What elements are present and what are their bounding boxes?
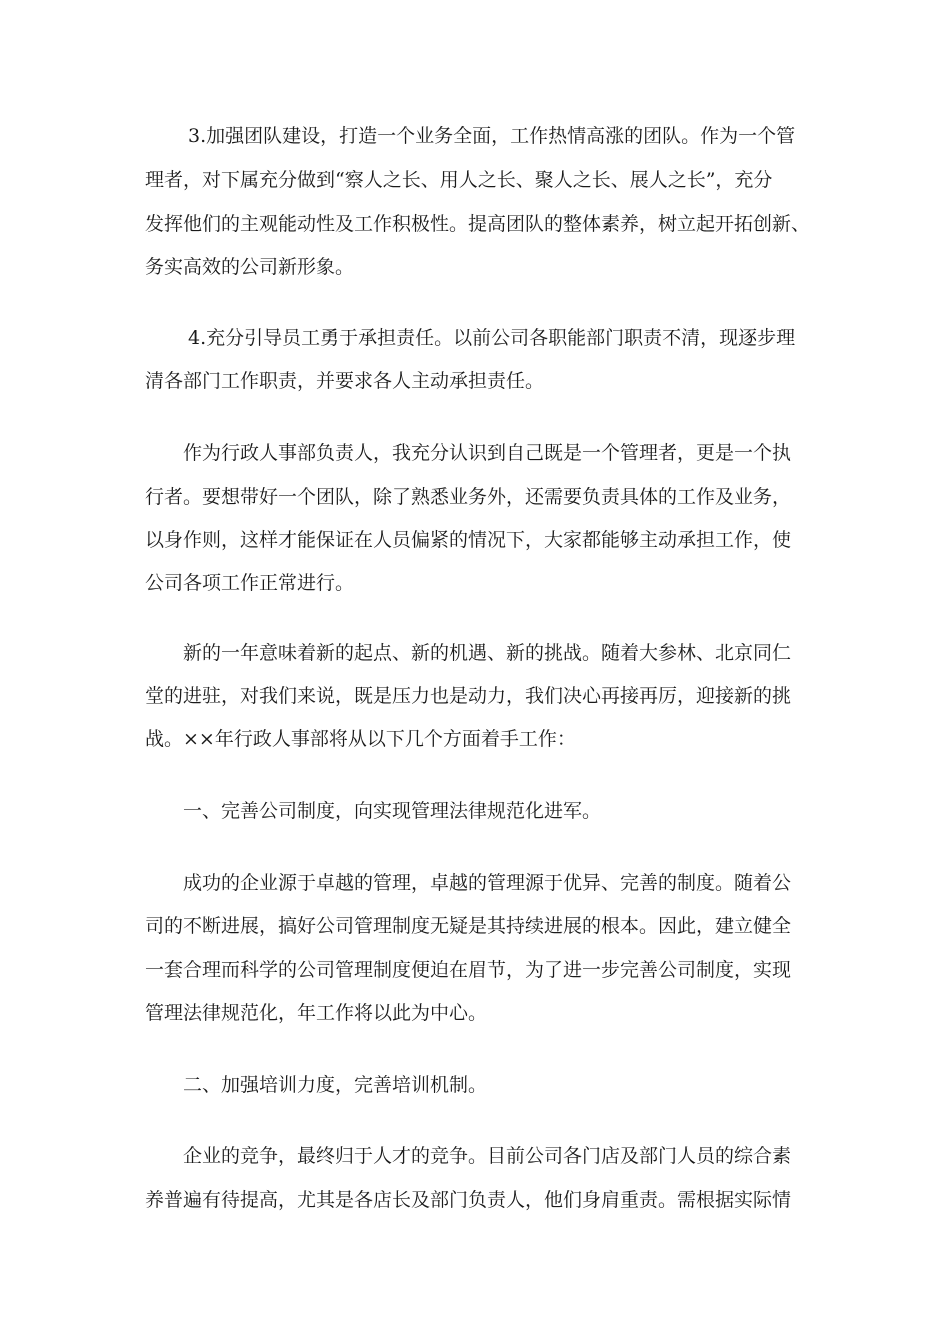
text-line: 发挥他们的主观能动性及工作积极性。提高团队的整体素养，树立起开拓创新、: [145, 213, 811, 235]
text-line: 理者，对下属充分做到“察人之长、用人之长、聚人之长、展人之长”，充分: [145, 169, 773, 191]
text-line: 新的一年意味着新的起点、新的机遇、新的挑战。随着大参林、北京同仁: [183, 642, 792, 664]
text-line: 行者。要想带好一个团队，除了熟悉业务外，还需要负责具体的工作及业务，: [145, 486, 792, 508]
text-line: 战。××年行政人事部将从以下几个方面着手工作：: [145, 728, 576, 750]
text-line: 4.充分引导员工勇于承担责任。以前公司各职能部门职责不清，现逐步理: [188, 327, 796, 349]
text-line: 司的不断进展，搞好公司管理制度无疑是其持续进展的根本。因此，建立健全: [145, 915, 792, 937]
text-line: 以身作则，这样才能保证在人员偏紧的情况下，大家都能够主动承担工作，使: [145, 529, 792, 551]
text-line: 管理法律规范化，年工作将以此为中心。: [145, 1002, 488, 1024]
text-line: 一、完善公司制度，向实现管理法律规范化进军。: [183, 800, 602, 822]
text-line: 二、加强培训力度，完善培训机制。: [183, 1074, 488, 1096]
text-line: 清各部门工作职责，并要求各人主动承担责任。: [145, 370, 545, 392]
text-line: 企业的竞争，最终归于人才的竞争。目前公司各门店及部门人员的综合素: [183, 1145, 792, 1167]
text-line: 养普遍有待提高，尤其是各店长及部门负责人，他们身肩重责。需根据实际情: [145, 1189, 792, 1211]
text-line: 一套合理而科学的公司管理制度便迫在眉节，为了进一步完善公司制度，实现: [145, 959, 792, 981]
text-line: 务实高效的公司新形象。: [145, 256, 355, 278]
text-line: 公司各项工作正常进行。: [145, 572, 355, 594]
text-line: 成功的企业源于卓越的管理，卓越的管理源于优异、完善的制度。随着公: [183, 872, 792, 894]
text-line: 作为行政人事部负责人，我充分认识到自己既是一个管理者，更是一个执: [183, 442, 792, 464]
text-line: 3.加强团队建设，打造一个业务全面，工作热情高涨的团队。作为一个管: [188, 125, 796, 147]
text-line: 堂的进驻，对我们来说，既是压力也是动力，我们决心再接再厉，迎接新的挑: [145, 685, 792, 707]
